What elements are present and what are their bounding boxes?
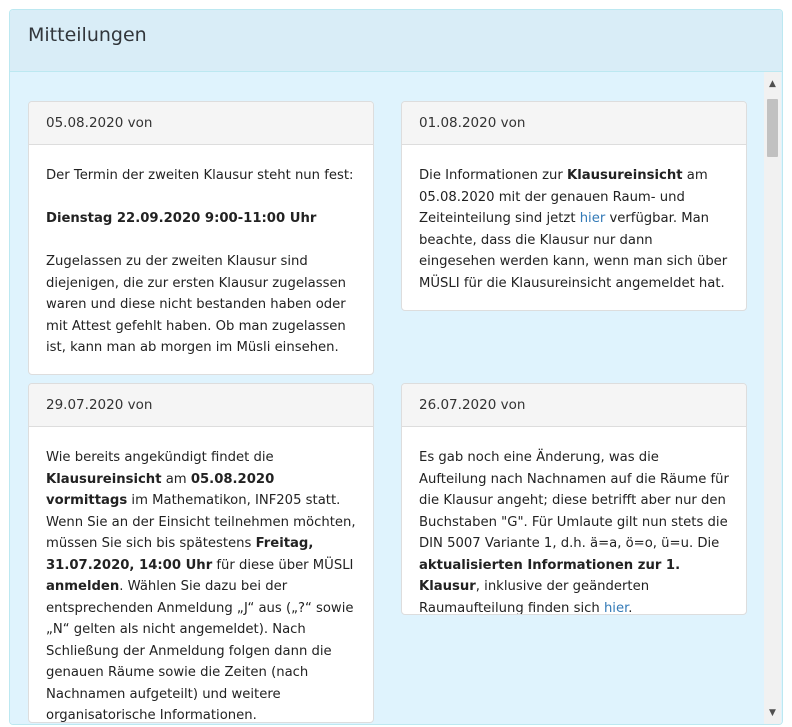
announcement-date: 05.08.2020 von — [29, 102, 373, 145]
announcement-date: 26.07.2020 von — [402, 384, 746, 427]
announcement-body — [402, 145, 746, 294]
text: . Wählen Sie dazu bei der entsprechenden Anmeldung „J“ aus („?“ sowie „N“ gelten als nicht angemeldet). Nach Schließung der Anmeldung folgen dann die genauen Räume sowie die Zeiten (nach Nachnamen aufgeteilt) und weitere organisatorische Informationen. — [46, 579, 354, 723]
scroll-down-icon[interactable]: ▼ — [769, 708, 776, 718]
vertical-scrollbar[interactable] — [764, 72, 781, 724]
announcement-card — [401, 101, 747, 311]
scroll-up-icon[interactable]: ▲ — [769, 79, 776, 89]
text: verfügbar. Man beachte, dass die Klausur nur dann eingesehen werden kann, wenn man sich über MÜSLI für die Klausureinsicht angemeldet hat. — [419, 211, 728, 291]
text: Es gab noch eine Änderung, was die Aufteilung nach Nachnamen auf die Räume für die Klausur angeht; diese betrifft aber nur den Buchstaben "G". Für Umlaute gilt nun stets die DIN 5007 Variante 1, d.h. ä=a, ö=o, ü=u. Die — [419, 450, 729, 551]
announcement-card — [28, 101, 374, 375]
announcement-text: Der Termin der zweiten Klausur steht nun fest: — [46, 168, 354, 183]
page-title: Mitteilungen — [28, 24, 147, 46]
text: im Mathematikon, INF205 statt. Wenn Sie an der Einsicht teilnehmen möchten, müssen Sie sich bis spätestens — [46, 493, 356, 551]
text: Die Informationen zur — [419, 168, 568, 183]
announcement-date: 01.08.2020 von — [402, 102, 746, 145]
announcement-card — [28, 383, 374, 723]
announcement-body — [29, 427, 373, 723]
bold-text: aktualisierten Informationen zur 1. Klausur — [419, 557, 681, 594]
bold-text: Klausureinsicht — [567, 168, 683, 183]
info-link[interactable]: hier — [603, 600, 629, 615]
bold-text: 05.08.2020 vormittags — [46, 471, 275, 508]
text: . — [628, 600, 633, 615]
announcement-date: 29.07.2020 von — [29, 384, 373, 427]
announcements-list — [10, 72, 782, 724]
scrollbar-thumb[interactable] — [767, 99, 778, 157]
info-link[interactable]: hier — [579, 211, 606, 226]
announcement-text: Zugelassen zu der zweiten Klausur sind diejenigen, die zur ersten Klausur zugelassen waren und diese nicht bestanden haben oder mit Attest gefehlt haben. Ob man zugelassen ist, kann man ab morgen im Müsli einsehen. — [46, 254, 346, 355]
bold-text: Klausureinsicht — [46, 471, 162, 487]
text: Wie bereits angekündigt findet die — [46, 450, 274, 465]
announcement-body — [402, 427, 746, 615]
announcement-card — [401, 383, 747, 615]
bold-text: anmelden — [46, 579, 120, 594]
text: am — [161, 471, 191, 487]
exam-date: Dienstag 22.09.2020 9:00-11:00 Uhr — [46, 211, 317, 226]
panel-heading — [10, 10, 782, 72]
announcement-body — [29, 145, 373, 359]
text: , inklusive der geänderten Raumaufteilung finden sich — [419, 579, 650, 615]
text: am 05.08.2020 mit der genauen Raum- und Zeiteinteilung sind jetzt — [419, 168, 708, 226]
announcements-panel — [9, 9, 783, 725]
bold-text: Freitag, 31.07.2020, 14:00 Uhr — [46, 536, 314, 573]
text: für diese über MÜSLI — [212, 557, 354, 573]
